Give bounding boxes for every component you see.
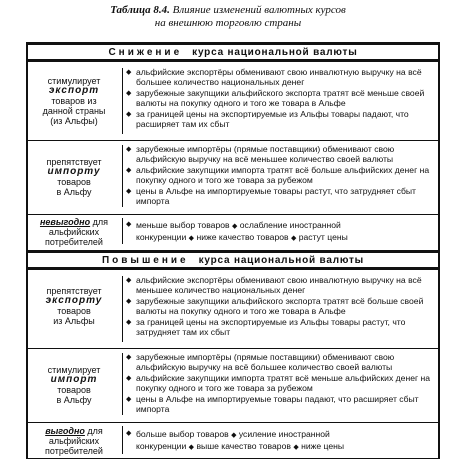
row-items (126, 68, 432, 132)
row-items (126, 429, 432, 453)
label-keyword: импорту (47, 166, 101, 177)
table-title-line2: на внешнюю торговлю страны (154, 17, 302, 29)
section-band-decrease (28, 42, 438, 62)
label-line: данной страны (42, 106, 106, 116)
effect-text: больше выбор товаров (136, 429, 229, 439)
band-text: курса национальной валюты (198, 254, 365, 266)
effect-text: ниже цены (301, 441, 345, 451)
list-item: ◆ зарубежные импортёры (прямые поставщики) обменивают свою альфийскую выручку на всё меньшее количество своей валюты (126, 145, 432, 164)
label-line: из Альфы (53, 316, 95, 326)
band-keyword: Повышение (101, 254, 189, 266)
row-decrease-consumers (28, 214, 438, 247)
label-line: препятствует (46, 286, 102, 296)
consumer-line1 (126, 220, 432, 232)
effect-text: выше качество товаров (196, 441, 291, 451)
vertical-bracket (122, 276, 123, 342)
label-line: альфийских (48, 227, 100, 237)
label-line: товаров из (51, 96, 97, 106)
vertical-bracket (122, 353, 123, 415)
table-frame (26, 42, 440, 459)
vertical-bracket (122, 426, 123, 454)
consumer-line2 (126, 441, 432, 453)
label-keyword: экспорт (48, 85, 100, 96)
list-item: ◆ за границей цены на экспортируемые из Альфы товары растут, что затрудняет там их сбыт (126, 318, 432, 337)
label-line: (из Альфы) (50, 116, 98, 126)
list-item: ◆ цены в Альфе на импортируемые товары падают, что расширяет сбыт импорта (126, 395, 432, 414)
diamond-icon: ◆ (188, 444, 195, 451)
band-text: курса национальной валюты (192, 46, 358, 58)
row-label (30, 217, 118, 247)
label-line: для (92, 217, 109, 227)
effect-text: ниже качество товаров (196, 232, 289, 242)
diamond-icon: ◆ (188, 235, 195, 242)
row-label (30, 365, 118, 405)
list-item: ◆ альфийские закупщики импорта тратят всё больше альфийских денег на покупку одного и того же товара за рубежом (126, 166, 432, 185)
label-line: альфийских (48, 436, 100, 446)
label-line: стимулирует (47, 365, 101, 375)
vertical-bracket (122, 145, 123, 207)
list-item: ◆ за границей цены на экспортируемые из Альфы товары падают, что расширяет там их сбыт (126, 110, 432, 129)
list-item: ◆ зарубежные закупщики альфийского экспорта тратят всё меньше своей валюты на покупку одного и того же товара в Альфе (126, 89, 432, 108)
vertical-bracket (122, 218, 123, 244)
label-line: стимулирует (47, 76, 101, 86)
label-keyword: импорт (50, 374, 98, 385)
list-item: ◆ альфийские экспортёры обменивают свою инвалютную выручку на всё большее количество национальных денег (126, 68, 432, 87)
section-band-increase (28, 250, 438, 270)
label-line: в Альфу (56, 395, 92, 405)
label-line: в Альфу (56, 187, 92, 197)
label-keyword: выгодно (45, 426, 85, 436)
list-item: ◆ альфийские экспортёры обменивают свою инвалютную выручку на всё меньшее количество национальных денег (126, 276, 432, 295)
label-line: для (87, 426, 103, 436)
band-keyword: Снижение (108, 46, 183, 58)
row-label (30, 426, 118, 456)
list-item: ◆ альфийские закупщики импорта тратят всё меньше альфийских денег на покупку одного и того же товара за рубежом (126, 374, 432, 393)
effect-text: конкуренции (136, 441, 187, 451)
list-item: ◆ цены в Альфе на импортируемые товары растут, что затрудняет сбыт импорта (126, 187, 432, 206)
list-item: ◆ зарубежные закупщики альфийского экспорта тратят всё больше своей валюты на покупку одного и того же товара в Альфе (126, 297, 432, 316)
effect-text: усиление иностранной (238, 429, 330, 439)
row-decrease-import (28, 140, 438, 211)
row-decrease-export (28, 64, 438, 136)
row-items (126, 276, 432, 340)
row-increase-export (28, 272, 438, 344)
diamond-icon: ◆ (231, 223, 238, 230)
row-label (30, 76, 118, 126)
consumer-line2 (126, 232, 432, 244)
diamond-icon: ◆ (290, 235, 297, 242)
effect-text: меньше выбор товаров (136, 220, 230, 230)
label-line: товаров (57, 177, 91, 187)
label-keyword: невыгодно (39, 217, 91, 227)
label-keyword: экспорту (45, 295, 103, 306)
table-title-line1: Влияние изменений валютных курсов (172, 4, 346, 16)
row-items (126, 353, 432, 417)
row-increase-consumers (28, 422, 438, 457)
table-number: Таблица 8.4. (110, 4, 170, 16)
label-line: товаров (57, 306, 91, 316)
diamond-icon: ◆ (293, 444, 299, 451)
effect-text: конкуренции (136, 232, 187, 242)
effect-text: ослабление иностранной (239, 220, 341, 230)
list-item: ◆ зарубежные импортёры (прямые поставщики) обменивают свою альфийскую выручку на всё большее количество своей валюты (126, 353, 432, 372)
diamond-icon: ◆ (231, 432, 237, 439)
label-line: препятствует (46, 157, 102, 167)
label-line: потребителей (45, 237, 103, 247)
effect-text: растут цены (298, 232, 348, 242)
label-line: товаров (57, 385, 91, 395)
row-label (30, 157, 118, 197)
row-label (30, 286, 118, 326)
row-items (126, 220, 432, 244)
row-items (126, 145, 432, 209)
consumer-line1 (126, 429, 432, 441)
row-increase-import (28, 348, 438, 419)
vertical-bracket (122, 68, 123, 134)
table-caption-line1 (0, 4, 456, 16)
label-line: потребителей (45, 446, 103, 456)
